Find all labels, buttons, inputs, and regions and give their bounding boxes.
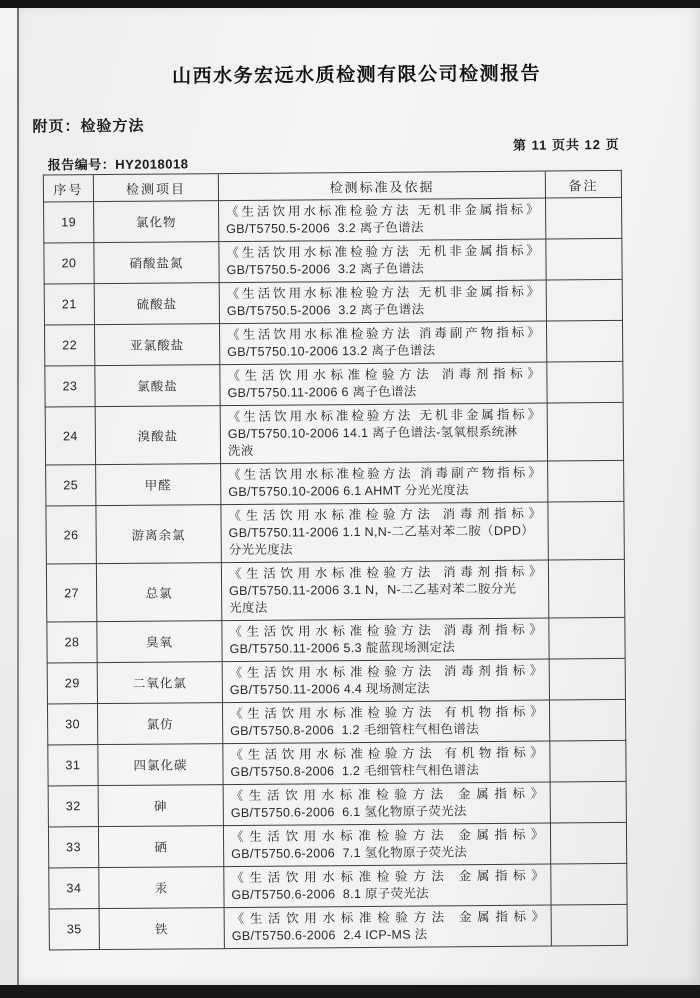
standard-title: 《生活饮用水标准检验方法 无机非金属指标》 xyxy=(227,407,541,425)
report-paper xyxy=(19,8,700,985)
row-test-standard xyxy=(222,659,549,703)
standard-title: 《生活饮用水标准检验方法 消毒剂指标》 xyxy=(227,366,541,384)
report-content xyxy=(16,57,700,998)
standard-title: 《生活饮用水标准检验方法 消毒剂指标》 xyxy=(229,663,543,681)
row-serial-number: 23 xyxy=(45,366,95,407)
scan-edge-top xyxy=(0,0,700,8)
row-serial-number: 19 xyxy=(44,202,94,243)
row-remark xyxy=(550,740,626,782)
row-serial-number: 28 xyxy=(47,622,97,663)
row-serial-number: 27 xyxy=(46,564,96,622)
row-test-standard xyxy=(220,362,547,406)
row-remark xyxy=(546,279,622,321)
row-remark xyxy=(546,238,622,280)
row-serial-number: 22 xyxy=(45,325,95,366)
standard-method: GB/T5750.11-2006 4.4 现场测定法 xyxy=(229,681,430,698)
row-serial-number: 35 xyxy=(49,909,99,950)
row-remark xyxy=(548,559,624,618)
standard-title: 《生活饮用水标准检验方法 消毒剂指标》 xyxy=(228,564,543,582)
standard-method: GB/T5750.6-2006 7.1 氢化物原子荧光法 xyxy=(231,845,468,862)
row-serial-number: 34 xyxy=(49,868,99,909)
table-row xyxy=(44,279,622,325)
page-subtitle: 附页：检验方法 xyxy=(32,117,145,136)
row-remark xyxy=(547,402,623,461)
standard-method: GB/T5750.6-2006 6.1 氢化物原子荧光法 xyxy=(230,804,467,821)
row-test-item: 硒 xyxy=(98,826,223,868)
row-remark xyxy=(549,617,625,659)
table-row xyxy=(45,402,623,465)
row-test-standard xyxy=(219,321,546,365)
row-serial-number: 21 xyxy=(44,284,94,325)
standard-method: GB/T5750.10-2006 6.1 AHMT 分光光度法 xyxy=(228,483,469,500)
row-serial-number: 24 xyxy=(45,407,95,465)
row-test-item: 四氯化碳 xyxy=(98,744,223,786)
table-body xyxy=(44,197,628,950)
standard-method: GB/T5750.11-2006 3.1 N，N-二乙基对苯二胺分光 光度法 xyxy=(229,581,517,616)
row-test-item: 砷 xyxy=(98,785,223,827)
table-row xyxy=(48,781,626,827)
row-test-item: 甲醛 xyxy=(96,464,221,506)
row-serial-number: 25 xyxy=(46,465,96,506)
row-test-standard xyxy=(221,502,548,563)
row-test-standard xyxy=(224,905,551,949)
row-remark xyxy=(551,904,627,946)
standard-title: 《生活饮用水标准检验方法 金属指标》 xyxy=(230,827,545,845)
header-test-item: 检测项目 xyxy=(93,174,218,202)
standard-method: GB/T5750.5-2006 3.2 离子色谱法 xyxy=(226,220,424,237)
row-remark xyxy=(550,781,626,823)
standard-method: GB/T5750.11-2006 5.3 靛蓝现场测定法 xyxy=(229,640,456,657)
standard-method: GB/T5750.11-2006 1.1 N,N-二乙基对苯二胺（DPD） 分光光度法 xyxy=(228,523,535,558)
row-remark xyxy=(548,501,624,560)
row-serial-number: 33 xyxy=(48,827,98,868)
table-row xyxy=(47,658,625,704)
row-test-item: 氯化物 xyxy=(94,201,219,243)
table-row xyxy=(44,197,622,243)
page-indicator: 第 11 页共 12 页 xyxy=(512,136,620,153)
standard-title: 《生活饮用水标准检验方法 消毒剂指标》 xyxy=(229,622,543,640)
row-test-standard xyxy=(221,560,548,621)
row-test-standard xyxy=(219,280,546,324)
row-test-item: 二氧化氯 xyxy=(97,662,222,704)
standard-title: 《生活饮用水标准检验方法 无机非金属指标》 xyxy=(226,202,540,220)
table-row xyxy=(48,740,626,786)
table-row xyxy=(49,863,627,909)
row-test-item: 铁 xyxy=(99,908,224,950)
row-remark xyxy=(550,822,626,864)
row-test-standard xyxy=(219,239,546,283)
row-test-standard xyxy=(224,864,551,908)
row-remark xyxy=(549,699,625,741)
row-remark xyxy=(547,361,623,403)
standard-title: 《生活饮用水标准检验方法 金属指标》 xyxy=(230,786,544,804)
standard-method: GB/T5750.10-2006 14.1 离子色谱法-氢氧根系统淋 洗液 xyxy=(227,424,518,459)
row-test-item: 总氯 xyxy=(96,563,221,622)
table-row xyxy=(47,617,625,663)
row-serial-number: 20 xyxy=(44,243,94,284)
row-test-item: 臭氧 xyxy=(97,621,222,663)
meta-row xyxy=(17,133,698,174)
row-test-standard xyxy=(222,618,549,662)
standard-title: 《生活饮用水标准检验方法 无机非金属指标》 xyxy=(226,284,540,302)
row-test-item: 游离余氯 xyxy=(96,505,221,564)
report-number: 报告编号：HY2018018 xyxy=(47,156,189,173)
table-row xyxy=(48,822,626,868)
row-test-standard xyxy=(223,782,550,826)
row-serial-number: 29 xyxy=(47,663,97,704)
standard-method: GB/T5750.6-2006 2.4 ICP-MS 法 xyxy=(231,927,428,944)
header-serial-number: 序号 xyxy=(43,175,93,202)
standard-method: GB/T5750.8-2006 1.2 毛细管柱气相色谱法 xyxy=(230,722,479,739)
standard-method: GB/T5750.5-2006 3.2 离子色谱法 xyxy=(226,261,425,278)
table-row xyxy=(44,238,622,284)
header-test-standard: 检测标准及依据 xyxy=(218,171,545,201)
standard-method: GB/T5750.10-2006 13.2 离子色谱法 xyxy=(227,343,436,360)
page-title: 山西水务宏远水质检测有限公司检测报告 xyxy=(171,63,542,88)
standard-title: 《生活饮用水标准检验方法 金属指标》 xyxy=(231,868,545,886)
standard-title: 《生活饮用水标准检验方法 有机物指标》 xyxy=(230,704,544,722)
standard-method: GB/T5750.8-2006 1.2 毛细管柱气相色谱法 xyxy=(230,763,480,780)
row-test-standard xyxy=(219,198,546,242)
table-row xyxy=(46,460,624,506)
row-test-standard xyxy=(221,461,548,505)
row-remark xyxy=(546,320,622,362)
row-test-standard xyxy=(223,823,550,867)
test-methods-table xyxy=(43,170,628,951)
table-row xyxy=(47,699,625,745)
row-test-item: 硝酸盐氮 xyxy=(94,242,219,284)
standard-title: 《生活饮用水标准检验方法 消毒副产物指标》 xyxy=(227,325,541,343)
row-test-standard xyxy=(220,403,547,464)
standard-title: 《生活饮用水标准检验方法 有机物指标》 xyxy=(230,745,544,763)
row-remark xyxy=(551,863,627,905)
standard-method: GB/T5750.11-2006 6 离子色谱法 xyxy=(227,384,417,401)
table-row xyxy=(49,904,627,950)
standard-title: 《生活饮用水标准检验方法 金属指标》 xyxy=(231,909,545,927)
row-test-item: 氯仿 xyxy=(97,703,222,745)
row-test-item: 亚氯酸盐 xyxy=(95,324,220,366)
row-test-item: 硫酸盐 xyxy=(94,283,219,325)
row-remark xyxy=(549,658,625,700)
table-row xyxy=(45,320,623,366)
standard-method: GB/T5750.6-2006 8.1 原子荧光法 xyxy=(231,886,430,903)
row-test-item: 氯酸盐 xyxy=(95,365,220,407)
row-test-standard xyxy=(223,741,550,785)
standard-title: 《生活饮用水标准检验方法 消毒副产物指标》 xyxy=(228,465,542,483)
row-test-standard xyxy=(222,700,549,744)
standard-title: 《生活饮用水标准检验方法 消毒剂指标》 xyxy=(228,506,542,524)
row-serial-number: 30 xyxy=(47,704,97,745)
row-serial-number: 26 xyxy=(46,506,96,564)
row-serial-number: 32 xyxy=(48,786,98,827)
row-test-item: 汞 xyxy=(99,867,224,909)
row-serial-number: 31 xyxy=(48,745,98,786)
row-remark xyxy=(548,460,624,502)
table-row xyxy=(46,501,624,564)
table-row xyxy=(45,361,623,407)
standard-method: GB/T5750.5-2006 3.2 离子色谱法 xyxy=(226,302,425,319)
standard-title: 《生活饮用水标准检验方法 无机非金属指标》 xyxy=(226,243,540,261)
row-remark xyxy=(546,197,622,239)
header-remark: 备注 xyxy=(545,170,621,198)
table-row xyxy=(46,559,624,622)
row-test-item: 溴酸盐 xyxy=(95,406,220,465)
